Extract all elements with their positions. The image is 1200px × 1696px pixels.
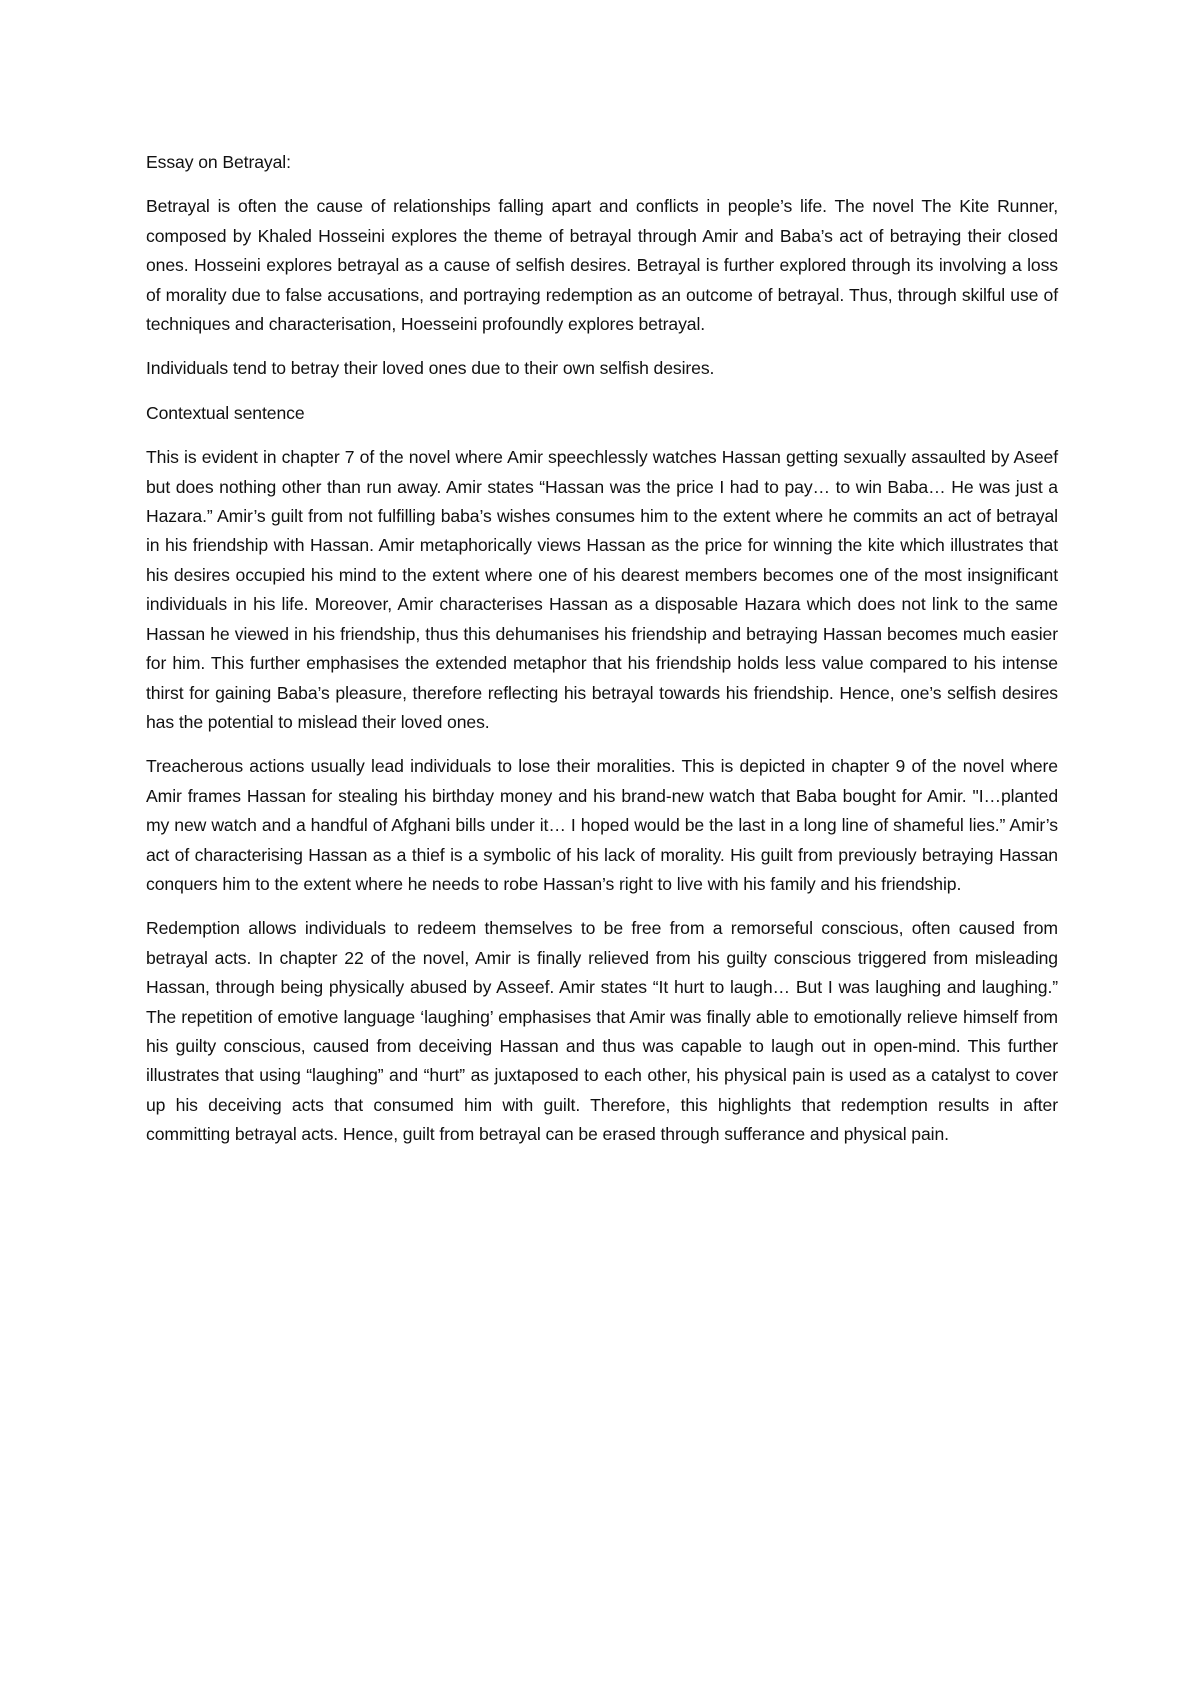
contextual-sentence: Contextual sentence bbox=[146, 402, 305, 423]
document-page bbox=[146, 148, 1058, 1165]
body-paragraph-selfish-desires: This is evident in chapter 7 of the novel where Amir speechlessly watches Hassan getting sexually assaulted by Aseef but does nothing other than run away. Amir states “Hassan was the price I had to pay… to win Baba… He was just a Hazara.” Amir’s guilt from not fulfilling baba’s wishes consumes him to the extent where he commits an act of betrayal in his friendship with Hassan. Amir metaphorically views Hassan as the price for winning the kite which illustrates that his desires occupied his mind to the extent where one of his dearest members becomes one of the most insignificant individuals in his life. Moreover, Amir characterises Hassan as a disposable Hazara which does not link to the same Hassan he viewed in his friendship, thus this dehumanises his friendship and betraying Hassan becomes much easier for him. This further emphasises the extended metaphor that his friendship holds less value compared to his intense thirst for gaining Baba’s pleasure, therefore reflecting his betrayal towards his friendship. Hence, one’s selfish desires has the potential to mislead their loved ones. bbox=[146, 447, 1058, 732]
topic-sentence: Individuals tend to betray their loved ones due to their own selfish desires. bbox=[146, 358, 715, 379]
body-paragraph-redemption: Redemption allows individuals to redeem themselves to be free from a remorseful conscious, often caused from betrayal acts. In chapter 22 of the novel, Amir is finally relieved from his guilty conscious triggered from misleading Hassan, through being physically abused by Asseef. Amir states “It hurt to laugh… But I was laughing and laughing.” The repetition of emotive language ‘laughing’ emphasises that Amir was finally able to emotionally relieve himself from his guilty conscious, caused from deceiving Hassan and thus was capable to laugh out in open-mind. This further illustrates that using “laughing” and “hurt” as juxtaposed to each other, his physical pain is used as a catalyst to cover up his deceiving acts that consumed him with guilt. Therefore, this highlights that redemption results in after committing betrayal acts. Hence, guilt from betrayal can be erased through sufferance and physical pain. bbox=[146, 918, 1058, 1145]
intro-paragraph: Betrayal is often the cause of relationships falling apart and conflicts in people’s life. The novel The Kite Runner, composed by Khaled Hosseini explores the theme of betrayal through Amir and Baba’s act of betraying their closed ones. Hosseini explores betrayal as a cause of selfish desires. Betrayal is further explored through its involving a loss of morality due to false accusations, and portraying redemption as an outcome of betrayal. Thus, through skilful use of techniques and characterisation, Hoesseini profoundly explores betrayal. bbox=[146, 196, 1058, 335]
essay-title: Essay on Betrayal: bbox=[146, 152, 291, 172]
body-paragraph-morality: Treacherous actions usually lead individuals to lose their moralities. This is depicted in chapter 9 of the novel where Amir frames Hassan for stealing his birthday money and his brand-new watch that Baba bought for Amir. "I…planted my new watch and a handful of Afghani bills under it… I hoped would be the last in a long line of shameful lies.” Amir’s act of characterising Hassan as a thief is a symbolic of his lack of morality. His guilt from previously betraying Hassan conquers him to the extent where he needs to robe Hassan’s right to live with his family and his friendship. bbox=[146, 756, 1058, 894]
